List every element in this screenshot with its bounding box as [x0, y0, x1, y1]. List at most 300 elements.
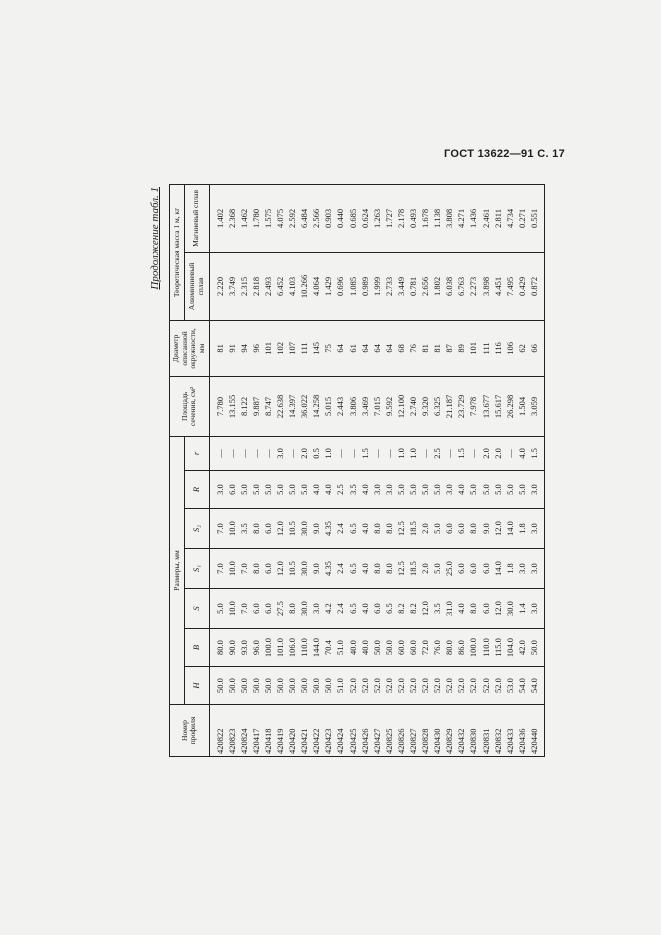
table-cell: 3.0 — [528, 471, 545, 509]
page-header: ГОСТ 13622—91 С. 17 — [444, 148, 565, 160]
table-cell: 52.0 — [443, 667, 455, 705]
table-cell: 4.103 — [286, 252, 298, 320]
table-cell: 4.2 — [322, 589, 334, 629]
table-cell: 13.155 — [226, 376, 238, 436]
table-cell: 6.325 — [431, 376, 443, 436]
table-cell: 10.266 — [298, 252, 310, 320]
table-cell: 1.462 — [238, 184, 250, 252]
table-cell: 0.872 — [528, 252, 545, 320]
table-cell: 101 — [262, 320, 274, 376]
table-cell: 15.617 — [492, 376, 504, 436]
table-cell: 52.0 — [467, 667, 479, 705]
table-cell: 25.0 — [443, 549, 455, 589]
table-cell: 1.999 — [371, 252, 383, 320]
table-cell: 2.656 — [419, 252, 431, 320]
table-cell: 2.273 — [467, 252, 479, 320]
table-cell: 420424 — [334, 705, 346, 757]
table-row — [347, 184, 359, 756]
table-cell: 6.0 — [443, 509, 455, 549]
table-cell: 8.0 — [371, 549, 383, 589]
table-cell: 420423 — [322, 705, 334, 757]
table-cell: 8.0 — [467, 509, 479, 549]
table-cell: 5.0 — [286, 471, 298, 509]
table-cell: 0.685 — [347, 184, 359, 252]
table-cell: 13.677 — [480, 376, 492, 436]
table-cell: 9.0 — [310, 549, 322, 589]
table-cell: 0.781 — [407, 252, 419, 320]
table-cell: — — [262, 436, 274, 470]
table-cell: 6.0 — [371, 589, 383, 629]
table-row — [334, 184, 346, 756]
table-cell: 106 — [504, 320, 516, 376]
table-cell: 2.220 — [209, 252, 226, 320]
table-cell: 111 — [480, 320, 492, 376]
table-cell: 0.551 — [528, 184, 545, 252]
table-cell: 5.0 — [209, 589, 226, 629]
table-cell: 1.8 — [504, 549, 516, 589]
table-row — [480, 184, 492, 756]
table-row — [419, 184, 431, 756]
table-cell: 8.2 — [407, 589, 419, 629]
table-cell: 7.978 — [467, 376, 479, 436]
table-cell: 1.727 — [383, 184, 395, 252]
table-cell: 8.0 — [286, 589, 298, 629]
table-row — [250, 184, 262, 756]
table-cell: 420826 — [395, 705, 407, 757]
table-cell: 8.0 — [250, 509, 262, 549]
table-cell: 87 — [443, 320, 455, 376]
table-cell: 1.5 — [359, 436, 371, 470]
table-cell: 4.35 — [322, 509, 334, 549]
table-row — [407, 184, 419, 756]
table-cell: 52.0 — [371, 667, 383, 705]
table-cell: 7.0 — [209, 509, 226, 549]
table-cell: — — [250, 436, 262, 470]
table-cell: 5.015 — [322, 376, 334, 436]
table-cell: — — [443, 436, 455, 470]
table-cell: 1.575 — [262, 184, 274, 252]
table-cell: 52.0 — [419, 667, 431, 705]
table-cell: 80.0 — [209, 629, 226, 667]
table-cell: 4.734 — [504, 184, 516, 252]
table-cell: 52.0 — [347, 667, 359, 705]
table-cell: 26.298 — [504, 376, 516, 436]
header-aluminum: Алюминиевый сплав — [185, 252, 210, 320]
table-cell: 50.0 — [274, 667, 286, 705]
table-cell: 7.015 — [371, 376, 383, 436]
table-cell: 2.315 — [238, 252, 250, 320]
table-cell: 91 — [226, 320, 238, 376]
table-cell: 2.5 — [431, 436, 443, 470]
table-cell: 60.0 — [395, 629, 407, 667]
table-cell: 2.592 — [286, 184, 298, 252]
table-cell: 40.0 — [347, 629, 359, 667]
table-cell: 420420 — [286, 705, 298, 757]
header-diameter: Диаметр описанной окружности, мм — [170, 320, 210, 376]
table-cell: 420426 — [359, 705, 371, 757]
table-cell: 89 — [455, 320, 467, 376]
table-cell: 420425 — [347, 705, 359, 757]
table-cell: — — [238, 436, 250, 470]
table-cell: 12.0 — [274, 549, 286, 589]
table-cell: 9.887 — [250, 376, 262, 436]
table-cell: 1.780 — [250, 184, 262, 252]
table-cell: 1.402 — [209, 184, 226, 252]
table-cell: 2.0 — [298, 436, 310, 470]
table-cell: 6.0 — [455, 509, 467, 549]
table-cell: 50.0 — [310, 667, 322, 705]
header-b: B — [185, 629, 210, 667]
table-cell: 4.0 — [359, 509, 371, 549]
header-magnesium: Магниевый сплав — [185, 184, 210, 252]
table-cell: 1.263 — [371, 184, 383, 252]
table-cell: 12.100 — [395, 376, 407, 436]
table-cell: 3.0 — [443, 471, 455, 509]
table-cell: 6.5 — [347, 509, 359, 549]
table-cell: 27.5 — [274, 589, 286, 629]
table-cell: 1.0 — [395, 436, 407, 470]
table-cell: 101.0 — [274, 629, 286, 667]
table-cell: 10.0 — [226, 509, 238, 549]
table-cell: 36.022 — [298, 376, 310, 436]
table-cell: 50.0 — [383, 629, 395, 667]
table-cell: 62 — [516, 320, 528, 376]
table-cell: 1.8 — [516, 509, 528, 549]
table-cell: 0.440 — [334, 184, 346, 252]
table-body — [209, 184, 545, 756]
table-cell: 52.0 — [383, 667, 395, 705]
table-cell: 40.0 — [359, 629, 371, 667]
table-cell: 3.0 — [310, 589, 322, 629]
table-cell: 2.368 — [226, 184, 238, 252]
table-cell: 21.187 — [443, 376, 455, 436]
table-cell: 6.038 — [443, 252, 455, 320]
table-cell: 52.0 — [431, 667, 443, 705]
table-cell: 14.258 — [310, 376, 322, 436]
table-cell: 420830 — [467, 705, 479, 757]
table-cell: 0.903 — [322, 184, 334, 252]
table-cell: 50.0 — [371, 629, 383, 667]
table-cell: 3.0 — [383, 471, 395, 509]
table-cell: 50.0 — [528, 629, 545, 667]
table-row — [322, 184, 334, 756]
table-cell: 420828 — [419, 705, 431, 757]
table-cell: 5.0 — [274, 471, 286, 509]
table-cell: 6.452 — [274, 252, 286, 320]
table-cell: 4.271 — [455, 184, 467, 252]
table-cell: 42.0 — [516, 629, 528, 667]
table-cell: 96 — [250, 320, 262, 376]
table-row — [238, 184, 250, 756]
table-cell: 1.429 — [322, 252, 334, 320]
table-cell: 1.802 — [431, 252, 443, 320]
table-cell: 3.0 — [371, 471, 383, 509]
table-cell: 3.469 — [359, 376, 371, 436]
table-cell: 6.0 — [226, 471, 238, 509]
table-cell: 5.0 — [467, 471, 479, 509]
table-cell: 64 — [371, 320, 383, 376]
table-cell: 5.0 — [431, 549, 443, 589]
table-cell: 12.5 — [395, 549, 407, 589]
table-cell: 4.0 — [322, 471, 334, 509]
table-cell: 50.0 — [226, 667, 238, 705]
table-row — [298, 184, 310, 756]
table-cell: 3.0 — [528, 589, 545, 629]
table-cell: 70.4 — [322, 629, 334, 667]
header-dimensions: Размеры, мм — [170, 436, 185, 704]
table-cell: 420417 — [250, 705, 262, 757]
table-cell: 5.0 — [407, 471, 419, 509]
table-cell: 76 — [407, 320, 419, 376]
table-cell: 31.0 — [443, 589, 455, 629]
table-cell: 1.678 — [419, 184, 431, 252]
table-cell: 3.5 — [347, 471, 359, 509]
table-cell: 6.5 — [383, 589, 395, 629]
header-h: H — [185, 667, 210, 705]
table-cell: 18.5 — [407, 509, 419, 549]
table-cell: 6.0 — [262, 549, 274, 589]
table-cell: 6.0 — [262, 509, 274, 549]
table-cell: 4.064 — [310, 252, 322, 320]
table-row — [274, 184, 286, 756]
table-cell: 6.0 — [467, 549, 479, 589]
table-cell: 14.0 — [492, 549, 504, 589]
table-cell: 2.740 — [407, 376, 419, 436]
table-cell: 7.495 — [504, 252, 516, 320]
table-cell: 7.780 — [209, 376, 226, 436]
table-cell: 0.493 — [407, 184, 419, 252]
table-cell: 10.5 — [286, 549, 298, 589]
table-cell: 2.733 — [383, 252, 395, 320]
table-cell: 12.0 — [419, 589, 431, 629]
table-cell: 5.0 — [262, 471, 274, 509]
table-row — [467, 184, 479, 756]
table-cell: 52.0 — [480, 667, 492, 705]
table-cell: 4.0 — [359, 589, 371, 629]
table-cell: 30.0 — [298, 589, 310, 629]
table-row — [371, 184, 383, 756]
table-cell: 420419 — [274, 705, 286, 757]
table-cell: — — [209, 436, 226, 470]
table-cell: 5.0 — [516, 471, 528, 509]
table-cell: 8.2 — [395, 589, 407, 629]
table-cell: 80.0 — [443, 629, 455, 667]
table-cell: — — [504, 436, 516, 470]
table-cell: 5.0 — [492, 471, 504, 509]
table-cell: 104.0 — [504, 629, 516, 667]
header-mass: Теоретическая масса 1 м, кг — [170, 184, 185, 320]
table-row — [504, 184, 516, 756]
table-cell: 2.4 — [334, 589, 346, 629]
table-cell: 10.0 — [226, 549, 238, 589]
table-cell: 14.0 — [504, 509, 516, 549]
table-cell: 3.5 — [238, 509, 250, 549]
table-cell: 420433 — [504, 705, 516, 757]
table-cell: 116 — [492, 320, 504, 376]
table-cell: 64 — [334, 320, 346, 376]
table-cell: 1.504 — [516, 376, 528, 436]
table-cell: 18.5 — [407, 549, 419, 589]
table-cell: 30.0 — [298, 549, 310, 589]
table-cell: 0.696 — [334, 252, 346, 320]
table-cell: 115.0 — [492, 629, 504, 667]
table-cell: 9.320 — [419, 376, 431, 436]
table-cell: 110.0 — [480, 629, 492, 667]
table-cell: 420824 — [238, 705, 250, 757]
table-cell: 8.0 — [371, 509, 383, 549]
table-row — [431, 184, 443, 756]
table-cell: 94 — [238, 320, 250, 376]
table-cell: 12.0 — [492, 589, 504, 629]
table-cell: 50.0 — [209, 667, 226, 705]
table-cell: 64 — [383, 320, 395, 376]
table-cell: 81 — [419, 320, 431, 376]
table-cell: 81 — [209, 320, 226, 376]
table-cell: 106.0 — [286, 629, 298, 667]
table-cell: 1.0 — [407, 436, 419, 470]
table-cell: 6.763 — [455, 252, 467, 320]
table-cell: 53.0 — [504, 667, 516, 705]
table-cell: 52.0 — [492, 667, 504, 705]
table-cell: 2.461 — [480, 184, 492, 252]
table-cell: — — [226, 436, 238, 470]
table-cell: 50.0 — [286, 667, 298, 705]
table-cell: 420832 — [492, 705, 504, 757]
table-cell: 4.451 — [492, 252, 504, 320]
table-cell: 8.0 — [250, 549, 262, 589]
table-cell: 1.436 — [467, 184, 479, 252]
table-cell: 23.729 — [455, 376, 467, 436]
table-cell: 6.0 — [262, 589, 274, 629]
table-cell: — — [334, 436, 346, 470]
table-cell: 2.0 — [492, 436, 504, 470]
table-cell: 5.0 — [431, 509, 443, 549]
table-cell: 66 — [528, 320, 545, 376]
table-cell: 14.397 — [286, 376, 298, 436]
table-cell: 50.0 — [298, 667, 310, 705]
table-cell: 51.0 — [334, 667, 346, 705]
table-cell: 4.0 — [455, 471, 467, 509]
table-cell: — — [383, 436, 395, 470]
table-cell: 420825 — [383, 705, 395, 757]
table-row — [455, 184, 467, 756]
table-cell: 1.138 — [431, 184, 443, 252]
table-row — [383, 184, 395, 756]
table-cell: 75 — [322, 320, 334, 376]
table-cell: 3.0 — [528, 549, 545, 589]
table-cell: 5.0 — [480, 471, 492, 509]
table-cell: 3.806 — [347, 376, 359, 436]
table-cell: 7.0 — [238, 589, 250, 629]
table-cell: 50.0 — [250, 667, 262, 705]
table-cell: 12.0 — [274, 509, 286, 549]
header-r-large: R — [185, 471, 210, 509]
table-cell: 4.0 — [516, 436, 528, 470]
table-cell: 12.5 — [395, 509, 407, 549]
table-cell: 101 — [467, 320, 479, 376]
table-cell: 10.0 — [226, 589, 238, 629]
table-cell: 54.0 — [516, 667, 528, 705]
header-profile-no: Номер профиля — [170, 705, 210, 757]
table-cell: 6.0 — [250, 589, 262, 629]
table-cell: 7.0 — [238, 549, 250, 589]
table-cell: 144.0 — [310, 629, 322, 667]
table-cell: 52.0 — [395, 667, 407, 705]
table-cell: 50.0 — [238, 667, 250, 705]
table-cell: 6.0 — [455, 549, 467, 589]
table-cell: 3.0 — [516, 549, 528, 589]
table-cell: 1.4 — [516, 589, 528, 629]
table-cell: 12.0 — [492, 509, 504, 549]
table-row — [359, 184, 371, 756]
table-cell: 52.0 — [455, 667, 467, 705]
table-cell: 100.0 — [262, 629, 274, 667]
table-cell: 81 — [431, 320, 443, 376]
table-cell: 420422 — [310, 705, 322, 757]
table-cell: 107 — [286, 320, 298, 376]
table-cell: 420427 — [371, 705, 383, 757]
table-row — [209, 184, 226, 756]
table-cell: 3.0 — [274, 436, 286, 470]
table-cell: 2.493 — [262, 252, 274, 320]
table-cell: 0.429 — [516, 252, 528, 320]
table-cell: 3.749 — [226, 252, 238, 320]
table-cell: 100.0 — [467, 629, 479, 667]
table-cell: 145 — [310, 320, 322, 376]
table-cell: 5.0 — [238, 471, 250, 509]
table-cell: 3.5 — [431, 589, 443, 629]
table-cell: 420421 — [298, 705, 310, 757]
table-cell: 4.0 — [359, 549, 371, 589]
table-cell: 8.0 — [383, 509, 395, 549]
table-cell: 4.0 — [359, 471, 371, 509]
header-r-small: r — [185, 436, 210, 470]
table-cell: 0.5 — [310, 436, 322, 470]
table-cell: 10.5 — [286, 509, 298, 549]
table-cell: 8.747 — [262, 376, 274, 436]
table-cell: 8.0 — [383, 549, 395, 589]
table-cell: 5.0 — [419, 471, 431, 509]
table-cell: 420440 — [528, 705, 545, 757]
table-cell: 1.5 — [455, 436, 467, 470]
table-row — [286, 184, 298, 756]
table-cell: 1.085 — [347, 252, 359, 320]
table-cell: 96.0 — [250, 629, 262, 667]
table-cell: 22.638 — [274, 376, 286, 436]
table-cell: 9.0 — [480, 509, 492, 549]
table-cell: 420822 — [209, 705, 226, 757]
table-cell: 420827 — [407, 705, 419, 757]
table-cell: 6.0 — [480, 589, 492, 629]
table-cell: 3.898 — [480, 252, 492, 320]
table-cell: 2.5 — [334, 471, 346, 509]
table-cell: 1.0 — [322, 436, 334, 470]
table-cell: — — [371, 436, 383, 470]
table-cell: 420436 — [516, 705, 528, 757]
table-cell: 2.811 — [492, 184, 504, 252]
table-cell: 30.0 — [298, 509, 310, 549]
table-cell: 93.0 — [238, 629, 250, 667]
table-cell: 5.0 — [250, 471, 262, 509]
table-cell: 111 — [298, 320, 310, 376]
header-s1: S₁ — [185, 549, 210, 589]
table-cell: 52.0 — [407, 667, 419, 705]
table-cell: 420418 — [262, 705, 274, 757]
table-cell: 61 — [347, 320, 359, 376]
table-cell: 9.0 — [310, 509, 322, 549]
table-cell: 60.0 — [407, 629, 419, 667]
table-row — [516, 184, 528, 756]
